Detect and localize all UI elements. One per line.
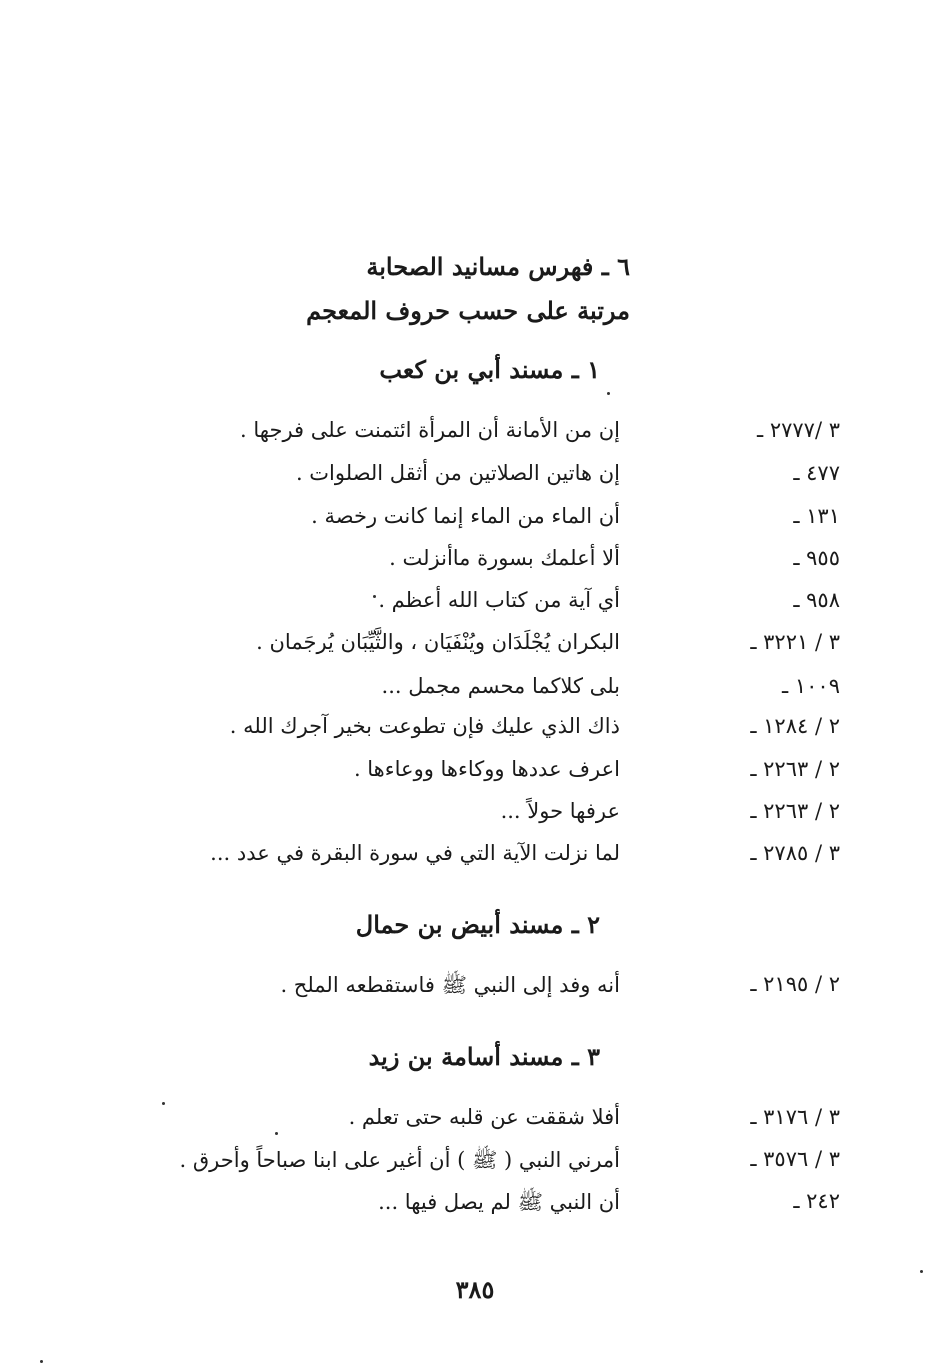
entry-text: ذاك الذي عليك فإن تطوعت بخير آجرك الله . xyxy=(229,714,620,738)
section-title: ٢ ـ مسند أبيض بن حمال xyxy=(355,910,600,939)
index-subtitle: مرتبة على حسب حروف المعجم xyxy=(306,296,630,325)
entry-reference: ١٠٠٩ ـ xyxy=(782,674,840,698)
entry-text: بلى كلاكما محسم مجمل ... xyxy=(381,674,620,698)
index-entry xyxy=(120,714,840,754)
entry-text: أن الماء من الماء إنما كانت رخصة . xyxy=(311,504,620,528)
entry-text: عرفها حولاً ... xyxy=(500,799,620,823)
index-entry xyxy=(120,757,840,797)
entry-reference: ٣ /٢٧٧٧ ـ xyxy=(757,418,840,442)
page-number: ٣٨٥ xyxy=(455,1275,495,1304)
scan-speck xyxy=(275,1132,278,1135)
index-entry xyxy=(120,630,840,670)
entry-text: أمرني النبي ( ﷺ ) أن أغير على ابنا صباحاً وأحرق . xyxy=(179,1148,620,1172)
entry-text: لما نزلت الآية التي في سورة البقرة في عدد ... xyxy=(210,841,620,865)
entry-reference: ٣ / ٣٢٢١ ـ xyxy=(750,630,840,654)
section-title: ١ ـ مسند أبي بن كعب xyxy=(379,355,600,384)
entry-text: إن هاتين الصلاتين من أثقل الصلوات . xyxy=(295,461,620,485)
entry-reference: ١٣١ ـ xyxy=(793,504,840,528)
entry-reference: ٢ / ٢٢٦٣ ـ xyxy=(750,757,840,781)
entry-reference: ٢ / ٢٢٦٣ ـ xyxy=(750,799,840,823)
scan-speck xyxy=(607,392,610,395)
index-entry xyxy=(120,504,840,544)
entry-reference: ٢ / ٢١٩٥ ـ xyxy=(750,972,840,996)
entry-reference: ٣ / ٣١٧٦ ـ xyxy=(750,1105,840,1129)
section-title: ٣ ـ مسند أسامة بن زيد xyxy=(368,1042,600,1071)
entry-text: أفلا شققت عن قلبه حتى تعلم . xyxy=(348,1105,620,1129)
entry-reference: ٤٧٧ ـ xyxy=(793,461,840,485)
index-entry xyxy=(120,1105,840,1145)
entry-text: اعرف عددها ووكاءها ووعاءها . xyxy=(353,757,620,781)
scan-speck xyxy=(162,1102,165,1105)
index-entry xyxy=(120,972,840,1012)
entry-text: أنه وفد إلى النبي ﷺ فاستقطعه الملح . xyxy=(280,973,620,997)
index-entry xyxy=(120,1147,840,1187)
entry-text: إن من الأمانة أن المرأة ائتمنت على فرجها . xyxy=(240,418,620,442)
scan-speck xyxy=(920,1270,923,1273)
entry-text: ألا أعلمك بسورة ماأنزلت . xyxy=(389,546,620,570)
entry-text: أن النبي ﷺ لم يصل فيها ... xyxy=(378,1190,620,1214)
entry-reference: ٣ / ٣٥٧٦ ـ xyxy=(750,1147,840,1171)
index-entry xyxy=(120,588,840,628)
index-entry xyxy=(120,546,840,586)
index-title: ٦ ـ فهرس مسانيد الصحابة xyxy=(366,252,630,281)
entry-reference: ٩٥٥ ـ xyxy=(793,546,840,570)
entry-reference: ٢ / ١٢٨٤ ـ xyxy=(750,714,840,738)
index-entry xyxy=(120,674,840,714)
entry-text: البكران يُجْلَدَان ويُنْفَيَان ، والثَّيِّبَان يُرجَمان . xyxy=(256,630,620,654)
scan-speck xyxy=(40,1360,43,1363)
index-entry xyxy=(120,799,840,839)
index-entry xyxy=(120,461,840,501)
entry-reference: ٣ / ٢٧٨٥ ـ xyxy=(750,841,840,865)
index-entry xyxy=(120,1189,840,1229)
index-entry xyxy=(120,841,840,881)
scan-speck xyxy=(373,595,376,598)
index-entry xyxy=(120,418,840,458)
entry-text: أي آية من كتاب الله أعظم . xyxy=(378,588,620,612)
entry-reference: ٩٥٨ ـ xyxy=(793,588,840,612)
entry-reference: ٢٤٢ ـ xyxy=(793,1189,840,1213)
